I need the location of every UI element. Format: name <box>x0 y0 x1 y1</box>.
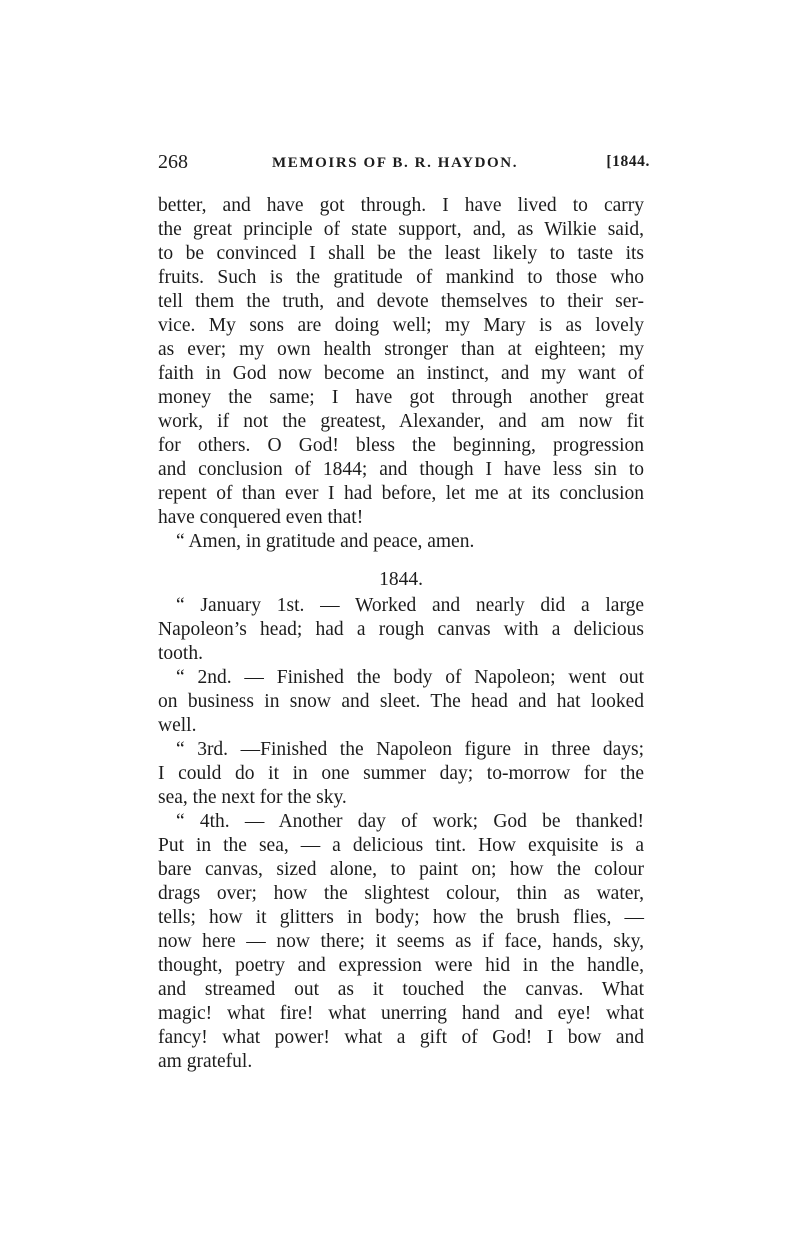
diary-entry-line: fancy! what power! what a gift of God! I bow and <box>158 1027 644 1048</box>
year-heading: 1844. <box>379 569 423 590</box>
text-line: fruits. Such is the gratitude of mankind to those who <box>158 267 644 288</box>
text-line: have conquered even that! <box>158 507 364 528</box>
diary-entry-line: I could do it in one summer day; to-morrow for the <box>158 763 644 784</box>
diary-entry-line: “ 3rd. —Finished the Napoleon figure in three days; <box>176 739 644 760</box>
running-title: MEMOIRS OF B. R. HAYDON. <box>272 155 519 171</box>
text-line: the great principle of state support, and, as Wilkie said, <box>158 219 644 240</box>
text-line: to be convinced I shall be the least likely to taste its <box>158 243 644 264</box>
diary-entry-line: now here — now there; it seems as if face, hands, sky, <box>158 931 644 952</box>
diary-entry-line: and streamed out as it touched the canvas. What <box>158 979 644 1000</box>
diary-entry-line: “ January 1st. — Worked and nearly did a large <box>176 595 644 616</box>
running-header <box>158 150 650 176</box>
diary-entry-line: tells; how it glitters in body; how the brush flies, — <box>158 907 644 928</box>
diary-entry-line: “ 2nd. — Finished the body of Napoleon; went out <box>176 667 644 688</box>
text-line: and conclusion of 1844; and though I have less sin to <box>158 459 644 480</box>
diary-entry-line: “ 4th. — Another day of work; God be thanked! <box>176 811 644 832</box>
text-line: faith in God now become an instinct, and my want of <box>158 363 644 384</box>
running-year: [1844. <box>606 153 650 170</box>
text-line: tell them the truth, and devote themselves to their ser- <box>158 291 644 312</box>
diary-entry-line: well. <box>158 715 197 736</box>
diary-entry-line: Put in the sea, — a delicious tint. How exquisite is a <box>158 835 644 856</box>
text-line: vice. My sons are doing well; my Mary is as lovely <box>158 315 644 336</box>
text-line: as ever; my own health stronger than at eighteen; my <box>158 339 644 360</box>
diary-entry-line: Napoleon’s head; had a rough canvas with a delicious <box>158 619 644 640</box>
text-line: better, and have got through. I have lived to carry <box>158 195 644 216</box>
text-line: work, if not the greatest, Alexander, and am now fit <box>158 411 644 432</box>
diary-entry-line: bare canvas, sized alone, to paint on; how the colour <box>158 859 644 880</box>
diary-entry-line: am grateful. <box>158 1051 253 1072</box>
diary-entry-line: drags over; how the slightest colour, thin as water, <box>158 883 644 904</box>
page-number: 268 <box>158 151 188 173</box>
diary-entry-line: on business in snow and sleet. The head and hat looked <box>158 691 644 712</box>
text-line: “ Amen, in gratitude and peace, amen. <box>176 531 475 552</box>
diary-entry-line: thought, poetry and expression were hid in the handle, <box>158 955 644 976</box>
diary-entry-line: tooth. <box>158 643 203 664</box>
text-line: repent of than ever I had before, let me at its conclusion <box>158 483 644 504</box>
diary-entry-line: magic! what fire! what unerring hand and eye! what <box>158 1003 644 1024</box>
text-line: money the same; I have got through another great <box>158 387 644 408</box>
diary-entry-line: sea, the next for the sky. <box>158 787 347 808</box>
text-line: for others. O God! bless the beginning, progression <box>158 435 644 456</box>
